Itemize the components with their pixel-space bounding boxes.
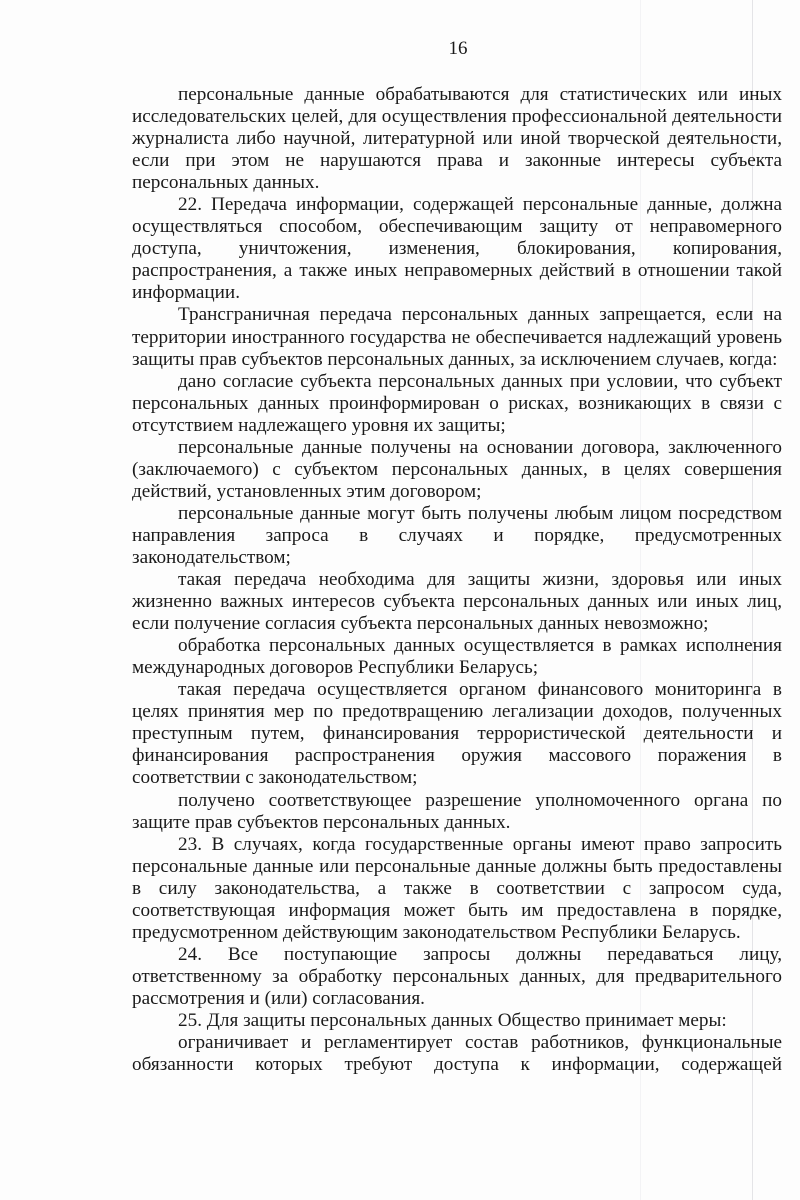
page-number: 16 [448,38,468,59]
paragraph-22: 22. Передача информации, содержащей персональные данные, должна осуществляться способом, обеспечивающим защиту от неправомерного доступа, уничтожения, изменения, блокирования, копирования, распространения, а также иных неправомерных действий в отношении такой информации. [132,194,782,304]
list-item-vital-interests: такая передача необходима для защиты жизни, здоровья или иных жизненно важных интересов субъекта персональных данных или иных лиц, если получение согласия субъекта персональных данных невозможно; [132,569,782,635]
list-item-contract: персональные данные получены на основании договора, заключенного (заключаемого) с субъектом персональных данных, в целях совершения действий, установленных этим договором; [132,436,782,502]
paragraph-24: 24. Все поступающие запросы должны передаваться лицу, ответственному за обработку персональных данных, для предварительного рассмотрения и (или) согласования. [132,943,782,1009]
list-item-consent: дано согласие субъекта персональных данных при условии, что субъект персональных данных проинформирован о рисках, возникающих в связи с отсутствием надлежащего уровня их защиты; [132,370,782,436]
paragraph-23: 23. В случаях, когда государственные органы имеют право запросить персональные данные или персональные данные должны быть предоставлены в силу законодательства, а также в соответствии с запросом суда, соответствующая информация может быть им предоставлена в порядке, предусмотренном действующим законодательством Республики Беларусь. [132,833,782,943]
list-item-financial-monitoring: такая передача осуществляется органом финансового мониторинга в целях принятия мер по предотвращению легализации доходов, полученных преступным путем, финансирования террористической деятельности и финансирования распространения оружия массового поражения в соответствии с законодательством; [132,679,782,789]
paragraph-continuation: персональные данные обрабатываются для статистических или иных исследовательских целей, для осуществления профессиональной деятельности журналиста либо научной, литературной или иной творческой деятельности, если при этом не нарушаются права и законные интересы субъекта персональных данных. [132,84,782,194]
list-item-international-treaties: обработка персональных данных осуществляется в рамках исполнения международных договоров Республики Беларусь; [132,635,782,679]
list-item-authorization: получено соответствующее разрешение уполномоченного органа по защите прав субъектов персональных данных. [132,789,782,833]
paragraph-cross-border: Трансграничная передача персональных данных запрещается, если на территории иностранного государства не обеспечивается надлежащий уровень защиты прав субъектов персональных данных, за исключением случаев, когда: [132,304,782,370]
document-body [132,84,782,1076]
list-item-restrict-staff: ограничивает и регламентирует состав работников, функциональные обязанности которых требуют доступа к информации, содержащей [132,1032,782,1076]
paragraph-25: 25. Для защиты персональных данных Общество принимает меры: [178,1009,727,1031]
list-item-request: персональные данные могут быть получены любым лицом посредством направления запроса в случаях и порядке, предусмотренных законодательством; [132,502,782,568]
